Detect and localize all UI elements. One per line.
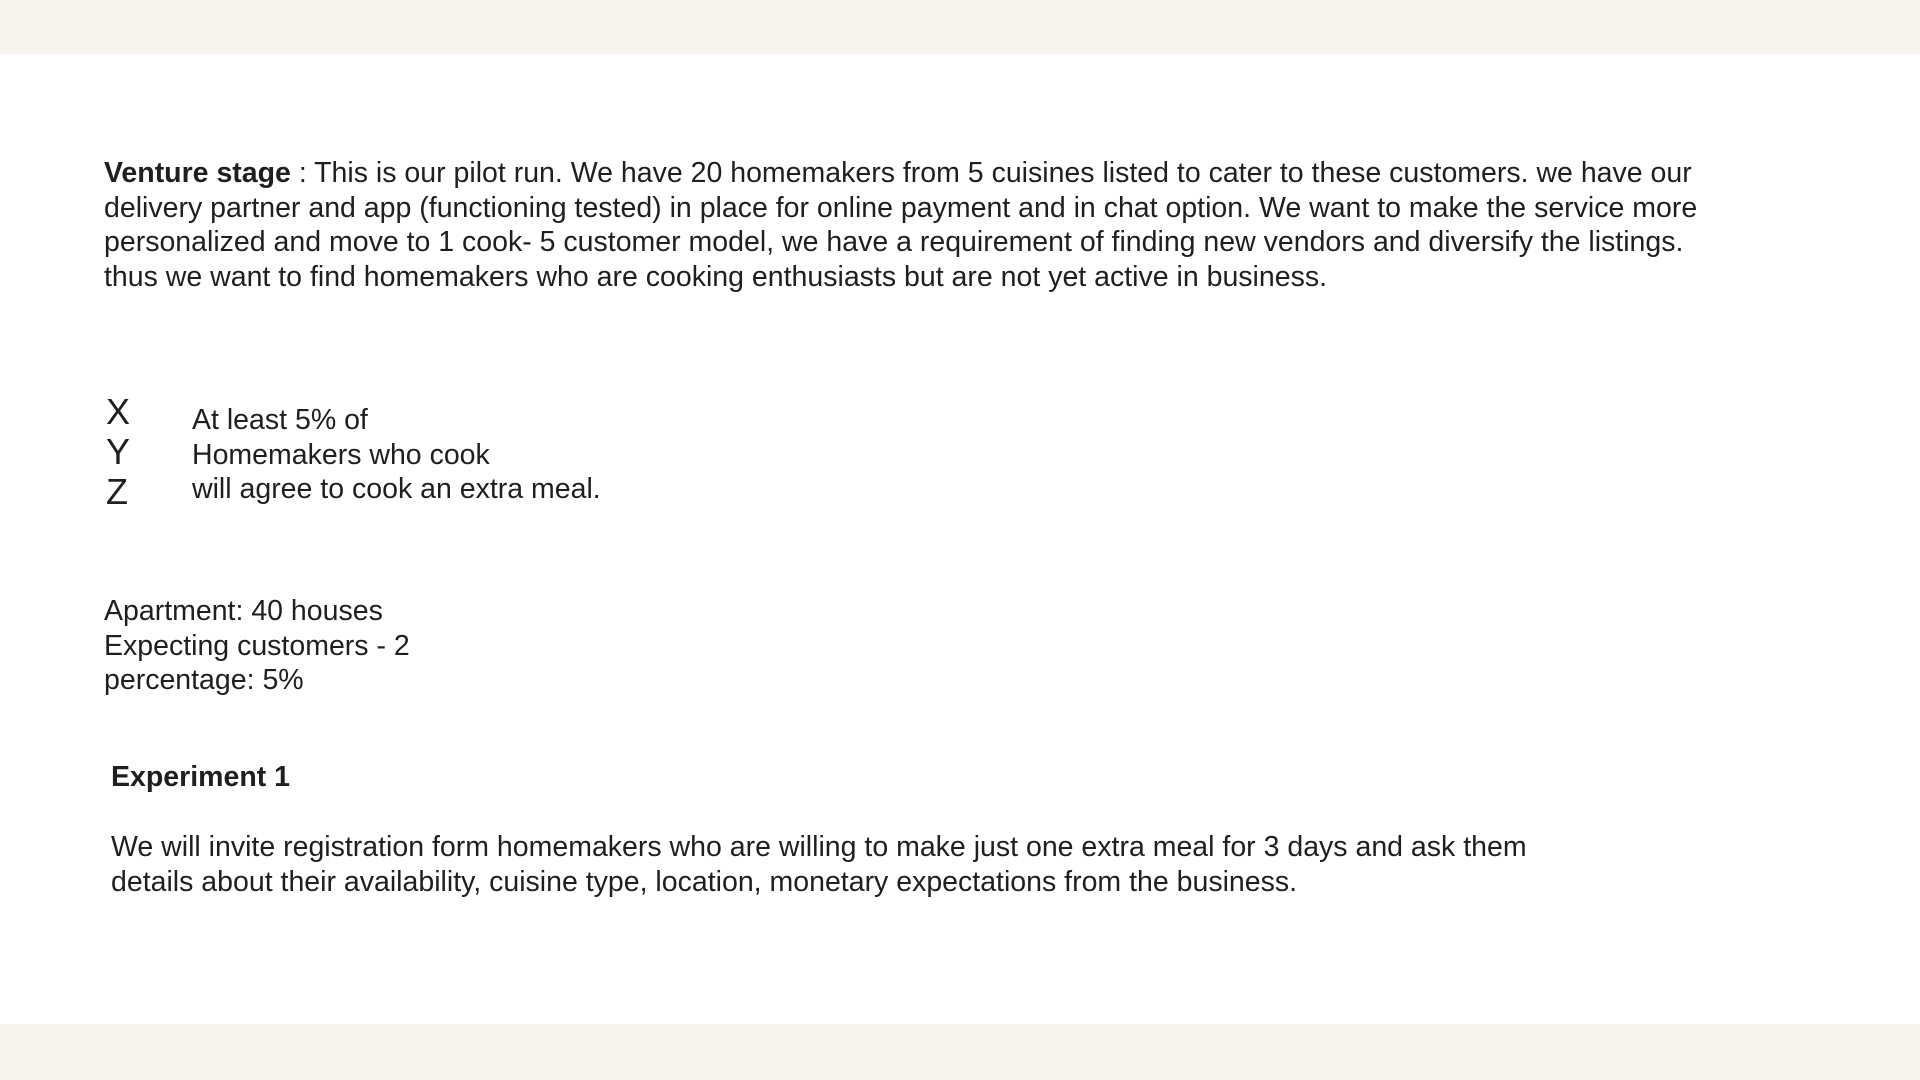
experiment-title: Experiment 1 xyxy=(111,761,290,793)
stat-percentage: percentage: 5% xyxy=(104,664,304,696)
letter-x: X xyxy=(106,391,131,432)
venture-stage-text: : This is our pilot run. We have 20 homemakers from 5 cuisines listed to cater to these customers. we have our delivery partner and app (functioning tested) in place for online payment and in chat option. We want to make the service more personalized and move to 1 cook- 5 customer model, we have a requirement of finding new vendors and diversify the listings. thus we want to find homemakers who are cooking enthusiasts but are not yet active in business. xyxy=(104,157,1698,293)
stats-block xyxy=(104,594,410,698)
letter-z: Z xyxy=(106,471,128,512)
venture-stage-label: Venture stage xyxy=(104,157,291,189)
bottom-band xyxy=(0,1024,1920,1080)
hypothesis-line: will agree to cook an extra meal. xyxy=(192,473,601,505)
top-band xyxy=(0,0,1920,54)
experiment-body: We will invite registration form homemakers who are willing to make just one extra meal for 3 days and ask them details about their availability, cuisine type, location, monetary expectations from the business. xyxy=(111,831,1527,898)
xyz-letters xyxy=(106,392,130,512)
venture-stage-paragraph xyxy=(104,156,1704,294)
letter-y: Y xyxy=(106,431,131,472)
hypothesis-line: At least 5% of xyxy=(192,404,368,436)
hypothesis-line: Homemakers who cook xyxy=(192,438,490,471)
stat-expecting-customers: Expecting customers - 2 xyxy=(104,629,410,662)
xyz-hypothesis xyxy=(192,403,601,507)
slide xyxy=(0,54,1920,1024)
stat-apartment: Apartment: 40 houses xyxy=(104,595,383,627)
